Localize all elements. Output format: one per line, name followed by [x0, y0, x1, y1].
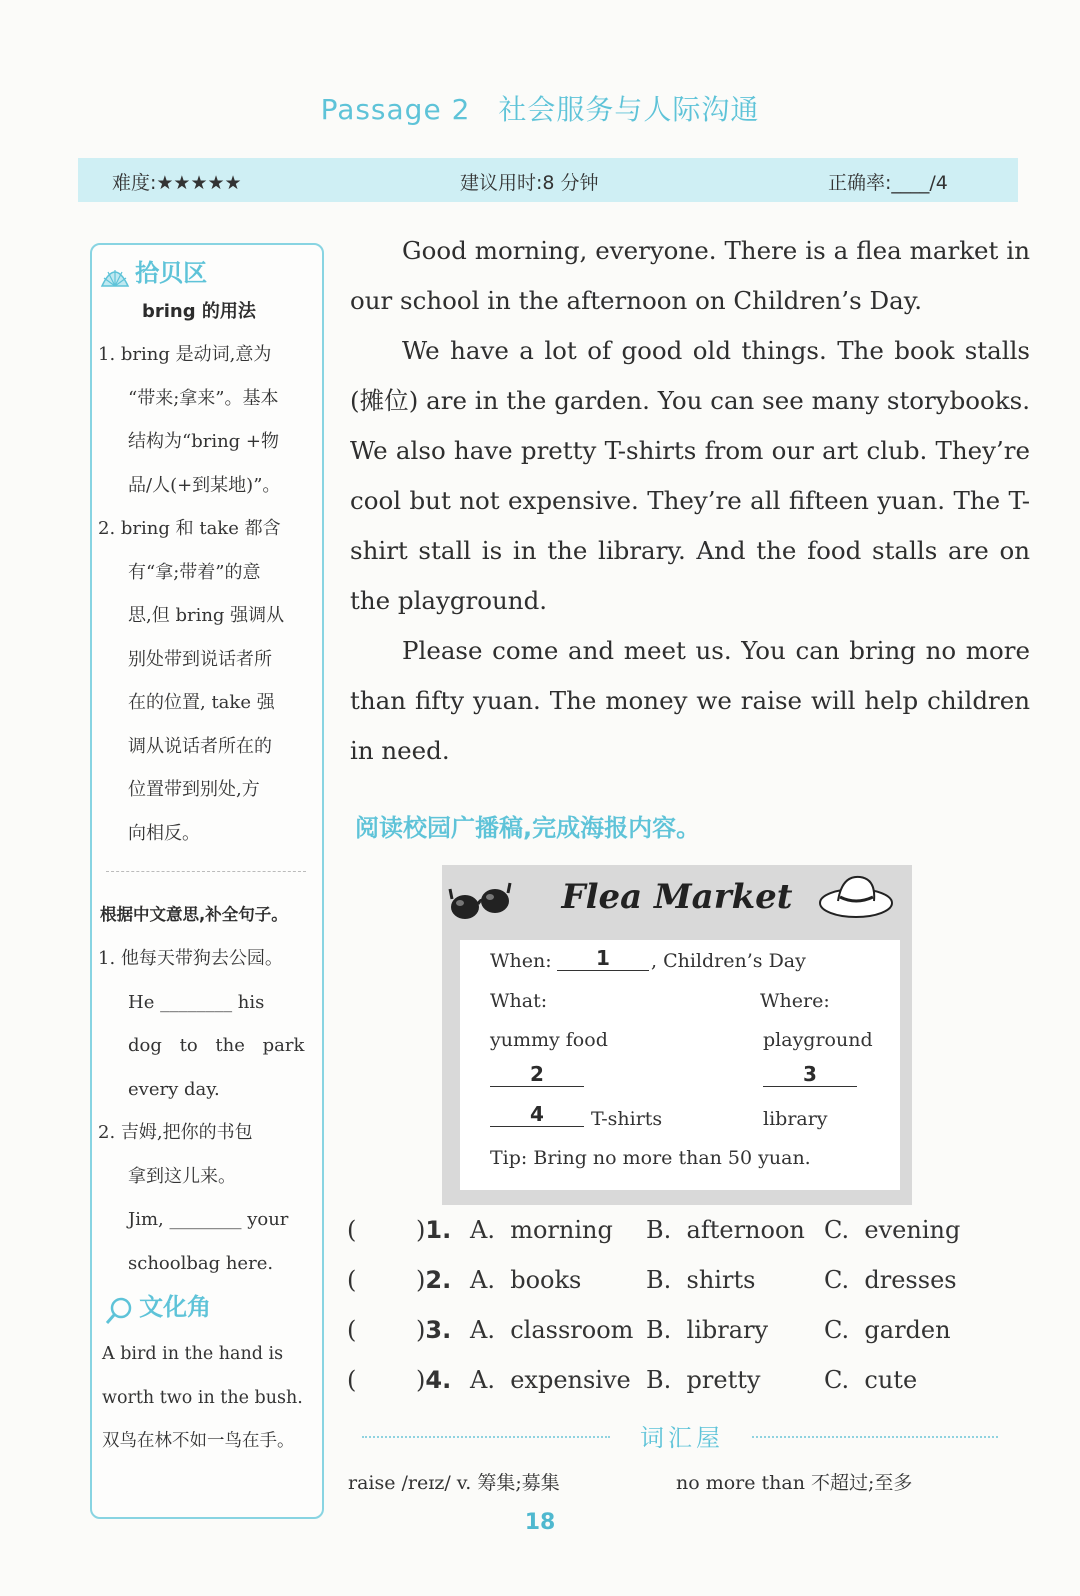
culture-title: 文化角 — [139, 1293, 212, 1321]
exercise-line: 1. 他每天带狗去公园。 — [98, 948, 283, 969]
exercise-text — [98, 937, 313, 1285]
exercise-line: 拿到这儿来。 — [128, 1165, 236, 1187]
usage-text — [98, 333, 318, 855]
exercise-line: 2. 吉姆,把你的书包 — [98, 1122, 253, 1143]
usage-line: 位置带到别处,方 — [128, 779, 260, 800]
vocab-item: raise /reɪz/ v. 筹集;募集 — [348, 1472, 560, 1494]
option-b[interactable]: B. library — [646, 1316, 769, 1344]
info-bar — [78, 158, 1018, 202]
flea-market-poster — [442, 865, 912, 1205]
usage-line: 有“拿;带着”的意 — [128, 561, 261, 583]
when-label: When: — [490, 950, 552, 972]
usage-line: 思,但 bring 强调从 — [128, 605, 285, 626]
option-a[interactable]: A. expensive — [470, 1366, 631, 1394]
option-b[interactable]: B. shirts — [646, 1266, 756, 1294]
option-c[interactable]: C. dresses — [824, 1266, 957, 1294]
vocab-item: no more than 不超过;至多 — [676, 1472, 913, 1494]
sidebar-divider — [106, 871, 306, 872]
tshirts-item: T-shirts — [591, 1108, 663, 1130]
passage-topic: 社会服务与人际沟通 — [498, 93, 760, 126]
exercise-line: Jim, ________ your — [128, 1209, 289, 1230]
culture-line: worth two in the bush. — [102, 1387, 303, 1408]
sidebar-header-1 — [100, 253, 207, 290]
culture-line: A bird in the hand is — [102, 1344, 284, 1364]
exercise-line: He ________ his — [128, 991, 265, 1013]
answer-bracket-open: ( — [347, 1316, 357, 1344]
where-label: Where: — [760, 990, 830, 1012]
magnifier-icon — [104, 1296, 134, 1326]
sidebar-header-2 — [104, 1287, 211, 1326]
question-num-label: 3. — [425, 1316, 452, 1344]
option-c[interactable]: C. cute — [824, 1366, 918, 1394]
exercise-title: 根据中文意思,补全句子。 — [100, 905, 288, 924]
answer-bracket-open: ( — [347, 1266, 357, 1294]
option-a[interactable]: A. classroom — [470, 1316, 634, 1344]
usage-line: “带来;拿来”。基本 — [128, 387, 279, 409]
shell-icon — [100, 264, 130, 290]
sun-hat-icon — [816, 867, 896, 923]
answer-bracket-open: ( — [347, 1366, 357, 1394]
exercise-line: schoolbag here. — [128, 1252, 274, 1274]
option-a[interactable]: A. morning — [470, 1216, 613, 1244]
poster-title: Flea Market — [561, 877, 793, 917]
page-title — [0, 88, 1080, 128]
task-instruction: 阅读校园广播稿,完成海报内容。 — [355, 814, 701, 842]
usage-line: 品/人(+到某地)”。 — [128, 474, 281, 496]
question-number: )2. — [416, 1266, 452, 1294]
usage-line: 1. bring 是动词,意为 — [98, 344, 272, 365]
sidebar — [90, 243, 324, 1519]
usage-line: 调从说话者所在的 — [128, 735, 272, 757]
vocab-divider-left — [362, 1436, 610, 1438]
poster-content — [460, 940, 900, 1190]
passage-body — [350, 226, 1030, 776]
passage-paragraph: We have a lot of good old things. The book stalls (摊位) are in the garden. You can see many storybooks. We also have pretty T-shirts from our art club. They’re cool but not expensive. They’re all fifteen yuan. The T-shirt stall is in the library. And the food stalls are on the playground. — [350, 336, 1030, 615]
usage-line: 2. bring 和 take 都含 — [98, 518, 281, 539]
when-suffix: , Children’s Day — [651, 950, 806, 972]
exercise-line: dog to the park — [128, 1035, 305, 1056]
answer-bracket-open: ( — [347, 1216, 357, 1244]
option-a[interactable]: A. books — [470, 1266, 582, 1294]
sidebar-section-title: 拾贝区 — [135, 259, 208, 287]
question-num-label: 2. — [425, 1266, 452, 1294]
suggested-time: 建议用时:8 分钟 — [460, 172, 599, 194]
difficulty-rating: 难度:★★★★★ — [112, 172, 242, 194]
question-num-label: 1. — [425, 1216, 452, 1244]
option-c[interactable]: C. evening — [824, 1216, 961, 1244]
usage-line: 在的位置, take 强 — [128, 692, 275, 713]
question-number: )4. — [416, 1366, 452, 1394]
poster-tip: Tip: Bring no more than 50 yuan. — [490, 1147, 811, 1169]
culture-line: 双鸟在林不如一鸟在手。 — [102, 1431, 295, 1451]
question-num-label: 4. — [425, 1366, 452, 1394]
usage-line: 结构为“bring +物 — [128, 431, 280, 452]
usage-line: 向相反。 — [128, 822, 200, 844]
playground-location: playground — [763, 1029, 873, 1051]
accuracy-field: 正确率:____/4 — [828, 172, 948, 194]
exercise-line: every day. — [128, 1078, 220, 1100]
passage-paragraph: Please come and meet us. You can bring no more than fifty yuan. The money we raise will help children in need. — [350, 636, 1030, 765]
passage-number: Passage 2 — [320, 93, 471, 126]
usage-title: bring 的用法 — [142, 301, 256, 322]
blank-3: 3 — [763, 1062, 857, 1087]
what-label: What: — [490, 990, 548, 1012]
passage-paragraph: Good morning, everyone. There is a flea market in our school in the afternoon on Children’s Day. — [350, 236, 1030, 315]
food-item: yummy food — [490, 1029, 608, 1051]
question-number: )3. — [416, 1316, 452, 1344]
page-number: 18 — [524, 1510, 556, 1535]
vocab-divider-right — [752, 1436, 998, 1438]
culture-text — [102, 1333, 317, 1464]
vocab-title: 词汇屋 — [640, 1424, 724, 1452]
blank-2: 2 — [490, 1062, 584, 1087]
blank-4: 4 — [490, 1102, 584, 1127]
option-b[interactable]: B. afternoon — [646, 1216, 805, 1244]
blank-1: 1 — [557, 946, 649, 971]
option-c[interactable]: C. garden — [824, 1316, 951, 1344]
option-b[interactable]: B. pretty — [646, 1366, 761, 1394]
usage-line: 别处带到说话者所 — [128, 648, 272, 670]
question-number: )1. — [416, 1216, 452, 1244]
library-location: library — [763, 1108, 828, 1130]
